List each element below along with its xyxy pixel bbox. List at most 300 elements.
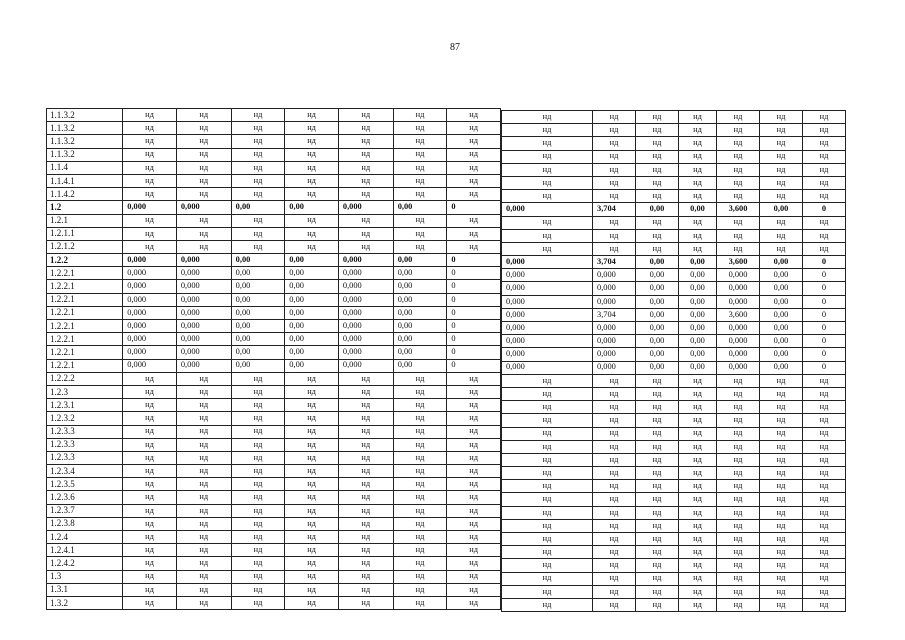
table-cell: нд [502, 387, 593, 400]
table-row [47, 306, 501, 319]
table-cell: 0,00 [679, 256, 717, 269]
table-cell: нд [760, 387, 803, 400]
table-cell: нд [447, 109, 501, 122]
table-row [502, 203, 846, 216]
table-cell: 0 [447, 306, 501, 319]
table-cell: нд [803, 163, 846, 176]
table-cell: нд [231, 412, 285, 425]
table-cell: нд [231, 425, 285, 438]
table-cell: 0 [447, 359, 501, 372]
table-cell: нд [447, 596, 501, 609]
table-cell: нд [760, 453, 803, 466]
row-code: 1.2.3.3 [47, 438, 123, 451]
table-cell: 0,000 [502, 348, 593, 361]
table-cell: нд [760, 427, 803, 440]
table-cell: нд [285, 517, 339, 530]
table-cell: 0,000 [338, 280, 393, 293]
table-cell: нд [679, 598, 717, 611]
table-cell: нд [636, 176, 679, 189]
table-cell: 0,000 [717, 335, 760, 348]
table-cell: нд [502, 150, 593, 163]
table-cell: нд [338, 135, 393, 148]
row-code: 1.2.2.2 [47, 372, 123, 385]
table-cell: нд [803, 480, 846, 493]
table-cell: нд [717, 546, 760, 559]
table-cell: 0,000 [502, 322, 593, 335]
table-cell: нд [393, 504, 447, 517]
table-row [502, 546, 846, 559]
table-cell: нд [123, 596, 177, 609]
table-cell: 0,00 [636, 361, 679, 374]
table-cell: нд [231, 227, 285, 240]
table-cell: нд [123, 135, 177, 148]
table-cell: нд [636, 598, 679, 611]
table-row [47, 293, 501, 306]
table-cell: нд [231, 109, 285, 122]
table-cell: 0,000 [593, 361, 636, 374]
table-cell: 0,00 [285, 280, 339, 293]
table-cell: нд [123, 161, 177, 174]
table-cell: нд [285, 148, 339, 161]
row-code: 1.2.2 [47, 254, 123, 267]
table-cell: нд [803, 493, 846, 506]
row-code: 1.2.2.1 [47, 346, 123, 359]
table-cell: 3,600 [717, 203, 760, 216]
table-row [47, 399, 501, 412]
row-code: 1.2.3.3 [47, 451, 123, 464]
table-cell: нд [447, 135, 501, 148]
table-cell: 0,000 [176, 359, 231, 372]
table-cell: нд [338, 148, 393, 161]
table-cell: нд [502, 374, 593, 387]
table-cell: 0,00 [393, 254, 447, 267]
table-cell: нд [717, 216, 760, 229]
table-cell: 3,704 [593, 256, 636, 269]
table-row [47, 280, 501, 293]
table-cell: нд [338, 531, 393, 544]
table-cell: нд [231, 570, 285, 583]
table-cell: нд [231, 517, 285, 530]
table-cell: 0,00 [285, 333, 339, 346]
table-cell: нд [231, 214, 285, 227]
table-cell: нд [803, 598, 846, 611]
table-cell: 0,000 [123, 359, 177, 372]
table-cell: 0,00 [393, 201, 447, 214]
table-cell: 0,00 [285, 267, 339, 280]
table-cell: 0,000 [717, 269, 760, 282]
table-row [502, 427, 846, 440]
table-row [47, 188, 501, 201]
table-cell: 0,00 [760, 295, 803, 308]
table-cell: нд [679, 493, 717, 506]
table-cell: нд [176, 188, 231, 201]
table-cell: нд [176, 425, 231, 438]
table-row [502, 111, 846, 124]
table-cell: нд [123, 557, 177, 570]
table-cell: нд [760, 546, 803, 559]
table-cell: нд [636, 585, 679, 598]
table-cell: 0,000 [123, 293, 177, 306]
table-cell: нд [679, 111, 717, 124]
table-cell: нд [393, 214, 447, 227]
table-cell: нд [760, 467, 803, 480]
table-cell: нд [447, 214, 501, 227]
table-cell: нд [338, 544, 393, 557]
table-cell: нд [285, 531, 339, 544]
table-cell: нд [593, 387, 636, 400]
table-cell: 0,000 [593, 348, 636, 361]
table-cell: нд [393, 531, 447, 544]
table-cell: 0,000 [502, 361, 593, 374]
table-cell: нд [502, 440, 593, 453]
table-cell: 0,00 [231, 267, 285, 280]
table-cell: 0,00 [285, 320, 339, 333]
table-cell: нд [447, 557, 501, 570]
left-table [46, 108, 501, 610]
table-cell: нд [176, 240, 231, 253]
table-row [502, 335, 846, 348]
table-cell: нд [393, 517, 447, 530]
table-cell: нд [593, 585, 636, 598]
table-cell: нд [447, 438, 501, 451]
table-cell: нд [717, 163, 760, 176]
table-row [502, 348, 846, 361]
table-cell: нд [679, 506, 717, 519]
table-cell: нд [803, 137, 846, 150]
table-cell: нд [123, 478, 177, 491]
table-cell: нд [717, 440, 760, 453]
table-row [47, 201, 501, 214]
table-cell: нд [338, 412, 393, 425]
table-cell: нд [803, 150, 846, 163]
table-cell: нд [760, 137, 803, 150]
table-cell: нд [803, 453, 846, 466]
table-cell: нд [717, 493, 760, 506]
table-cell: нд [176, 517, 231, 530]
table-cell: нд [231, 465, 285, 478]
table-row [47, 227, 501, 240]
table-cell: нд [679, 453, 717, 466]
table-cell: нд [285, 596, 339, 609]
table-cell: нд [231, 596, 285, 609]
table-cell: 3,704 [593, 203, 636, 216]
table-cell: нд [717, 229, 760, 242]
table-cell: нд [717, 190, 760, 203]
table-cell: 0,000 [123, 267, 177, 280]
row-code: 1.1.3.2 [47, 109, 123, 122]
table-cell: нд [636, 387, 679, 400]
table-cell: 0,00 [760, 282, 803, 295]
table-cell: 0,000 [176, 280, 231, 293]
table-cell: нд [176, 583, 231, 596]
table-cell: нд [123, 517, 177, 530]
table-row [502, 414, 846, 427]
table-cell: 0,00 [231, 320, 285, 333]
table-cell: 0,00 [231, 306, 285, 319]
table-cell: нд [123, 531, 177, 544]
table-cell: нд [636, 427, 679, 440]
table-cell: нд [123, 491, 177, 504]
table-row [502, 150, 846, 163]
table-cell: нд [285, 227, 339, 240]
row-code: 1.2.3.1 [47, 399, 123, 412]
table-cell: нд [593, 546, 636, 559]
table-cell: 0,00 [679, 203, 717, 216]
table-cell: нд [679, 546, 717, 559]
table-row [502, 361, 846, 374]
table-cell: нд [717, 137, 760, 150]
row-code: 1.3 [47, 570, 123, 583]
table-cell: нд [593, 216, 636, 229]
table-cell: нд [338, 122, 393, 135]
table-cell: 0,000 [593, 282, 636, 295]
table-cell: 0,00 [679, 322, 717, 335]
table-cell: нд [285, 214, 339, 227]
table-cell: нд [231, 491, 285, 504]
table-cell: нд [123, 570, 177, 583]
table-cell: 0,00 [760, 335, 803, 348]
table-cell: 0,000 [593, 269, 636, 282]
table-cell: нд [447, 188, 501, 201]
table-row [502, 559, 846, 572]
table-row [502, 387, 846, 400]
table-cell: нд [123, 109, 177, 122]
table-cell: 0,00 [679, 308, 717, 321]
table-cell: нд [593, 150, 636, 163]
table-cell: нд [338, 188, 393, 201]
table-row [47, 385, 501, 398]
table-cell: нд [123, 504, 177, 517]
row-code: 1.3.1 [47, 583, 123, 596]
table-cell: 0,00 [285, 359, 339, 372]
table-cell: нд [502, 401, 593, 414]
table-cell: нд [231, 188, 285, 201]
table-cell: нд [338, 596, 393, 609]
row-code: 1.2.3.8 [47, 517, 123, 530]
table-cell: нд [447, 451, 501, 464]
table-cell: нд [285, 372, 339, 385]
table-cell: 0,000 [717, 295, 760, 308]
row-code: 1.2.1.2 [47, 240, 123, 253]
table-cell: нд [760, 190, 803, 203]
table-cell: нд [231, 240, 285, 253]
table-cell: нд [338, 227, 393, 240]
table-cell: нд [231, 583, 285, 596]
table-row [47, 596, 501, 609]
table-cell: нд [593, 124, 636, 137]
table-cell: 0,000 [502, 308, 593, 321]
table-cell: нд [803, 190, 846, 203]
table-cell: нд [393, 425, 447, 438]
table-cell: нд [285, 122, 339, 135]
table-cell: 0 [803, 308, 846, 321]
table-cell: нд [285, 412, 339, 425]
table-cell: нд [393, 385, 447, 398]
table-cell: нд [803, 176, 846, 189]
table-cell: 0,000 [338, 306, 393, 319]
left-table-body [47, 109, 501, 610]
table-cell: нд [393, 544, 447, 557]
table-cell: нд [285, 188, 339, 201]
table-row [47, 320, 501, 333]
table-cell: нд [717, 374, 760, 387]
table-cell: нд [593, 506, 636, 519]
table-cell: нд [760, 111, 803, 124]
table-cell: нд [231, 478, 285, 491]
table-cell: нд [636, 480, 679, 493]
table-cell: нд [447, 478, 501, 491]
table-row [502, 308, 846, 321]
table-row [47, 465, 501, 478]
table-row [47, 425, 501, 438]
row-code: 1.2.3.7 [47, 504, 123, 517]
table-cell: 0,000 [502, 282, 593, 295]
table-row [47, 438, 501, 451]
table-cell: нд [393, 583, 447, 596]
table-cell: 0,00 [231, 280, 285, 293]
row-code: 1.2.4.2 [47, 557, 123, 570]
table-cell: нд [393, 491, 447, 504]
table-cell: нд [679, 150, 717, 163]
table-cell: нд [338, 385, 393, 398]
table-cell: нд [636, 572, 679, 585]
table-cell: 0,000 [338, 346, 393, 359]
table-cell: 0 [803, 361, 846, 374]
data-tables [46, 108, 846, 612]
table-cell: нд [123, 214, 177, 227]
table-cell: нд [636, 559, 679, 572]
table-cell: 0 [803, 203, 846, 216]
table-cell: 0,00 [760, 308, 803, 321]
table-cell: 0,00 [285, 201, 339, 214]
table-cell: нд [123, 425, 177, 438]
table-row [47, 451, 501, 464]
table-cell: нд [717, 427, 760, 440]
table-cell: 0,00 [285, 293, 339, 306]
table-cell: нд [803, 559, 846, 572]
table-row [502, 176, 846, 189]
table-cell: нд [176, 451, 231, 464]
table-cell: нд [679, 216, 717, 229]
table-cell: нд [176, 544, 231, 557]
table-cell: нд [123, 385, 177, 398]
table-cell: нд [717, 533, 760, 546]
table-row [502, 598, 846, 611]
table-cell: нд [123, 438, 177, 451]
table-cell: нд [447, 425, 501, 438]
table-cell: нд [803, 401, 846, 414]
row-code: 1.2.2.1 [47, 280, 123, 293]
table-cell: 0,00 [393, 346, 447, 359]
table-cell: 0,000 [338, 333, 393, 346]
table-cell: нд [717, 150, 760, 163]
row-code: 1.2 [47, 201, 123, 214]
table-cell: нд [231, 531, 285, 544]
table-cell: нд [393, 148, 447, 161]
table-cell: нд [338, 557, 393, 570]
table-cell: нд [679, 374, 717, 387]
table-cell: нд [593, 572, 636, 585]
table-cell: нд [803, 229, 846, 242]
table-cell: нд [593, 467, 636, 480]
table-cell: нд [338, 478, 393, 491]
table-cell: нд [447, 570, 501, 583]
table-cell: нд [679, 137, 717, 150]
table-cell: нд [393, 596, 447, 609]
table-row [502, 269, 846, 282]
table-cell: нд [447, 148, 501, 161]
table-cell: нд [803, 519, 846, 532]
table-cell: 0,00 [679, 295, 717, 308]
table-cell: нд [803, 585, 846, 598]
table-cell: нд [717, 453, 760, 466]
table-cell: 0,000 [338, 254, 393, 267]
table-cell: 0,000 [338, 359, 393, 372]
table-row [502, 137, 846, 150]
table-cell: 0,000 [123, 254, 177, 267]
table-row [47, 570, 501, 583]
table-cell: нд [636, 137, 679, 150]
row-code: 1.1.3.2 [47, 135, 123, 148]
table-cell: нд [447, 504, 501, 517]
table-cell: нд [502, 111, 593, 124]
table-cell: 0,00 [679, 269, 717, 282]
table-cell: нд [393, 174, 447, 187]
table-cell: нд [760, 572, 803, 585]
row-code: 1.2.1 [47, 214, 123, 227]
table-cell: нд [760, 242, 803, 255]
table-cell: нд [447, 174, 501, 187]
table-cell: 0,000 [123, 201, 177, 214]
table-cell: нд [803, 533, 846, 546]
table-row [502, 295, 846, 308]
table-cell: нд [393, 451, 447, 464]
table-cell: нд [803, 467, 846, 480]
table-cell: нд [803, 124, 846, 137]
table-row [47, 214, 501, 227]
table-row [47, 109, 501, 122]
table-cell: 3,600 [717, 256, 760, 269]
table-cell: 0,00 [393, 306, 447, 319]
table-cell: 0,00 [760, 322, 803, 335]
row-code: 1.2.2.1 [47, 306, 123, 319]
table-row [47, 254, 501, 267]
table-cell: нд [760, 533, 803, 546]
table-cell: нд [502, 533, 593, 546]
table-cell: нд [502, 427, 593, 440]
table-row [502, 163, 846, 176]
table-cell: нд [679, 480, 717, 493]
table-cell: 0,000 [502, 203, 593, 216]
table-cell: 0 [803, 295, 846, 308]
table-row [502, 493, 846, 506]
table-cell: нд [502, 598, 593, 611]
table-row [502, 519, 846, 532]
right-table [501, 110, 846, 612]
table-cell: нд [502, 414, 593, 427]
table-cell: 0,000 [123, 346, 177, 359]
row-code: 1.2.2.1 [47, 320, 123, 333]
table-cell: 0,00 [231, 333, 285, 346]
table-row [502, 124, 846, 137]
table-cell: нд [717, 414, 760, 427]
table-cell: 0,000 [176, 346, 231, 359]
table-cell: 0,00 [393, 333, 447, 346]
table-cell: нд [636, 414, 679, 427]
table-cell: нд [447, 161, 501, 174]
table-cell: 0,000 [176, 320, 231, 333]
table-cell: нд [123, 412, 177, 425]
